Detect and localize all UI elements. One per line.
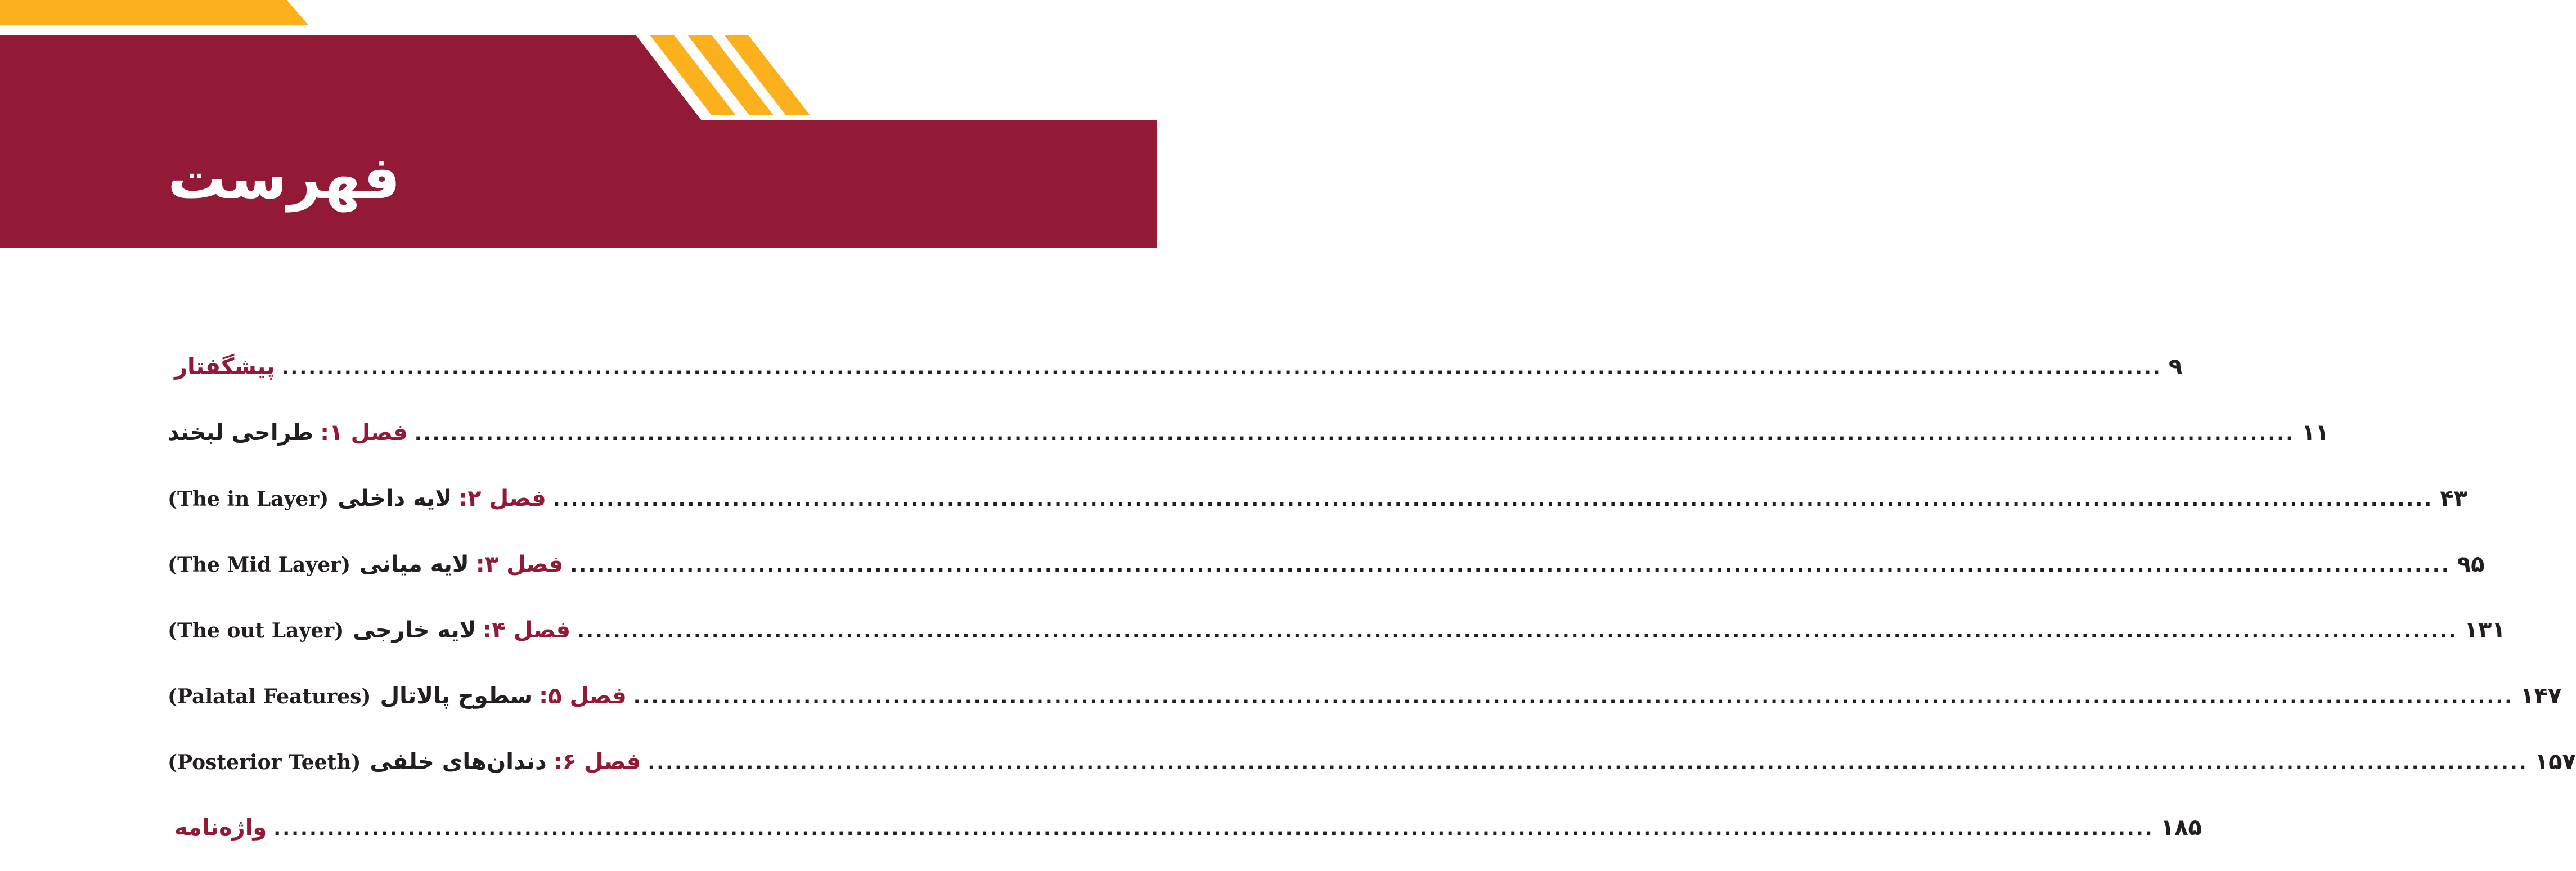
dot-leader: .................................................................................................................................................................................................................. (577, 620, 2458, 643)
toc-entry-title (168, 344, 275, 389)
toc-chapter-label: پیشگفتار (174, 354, 275, 380)
toc-chapter-label: فصل ۴: (483, 617, 571, 643)
toc-chapter-title: دندان‌های خلفی (370, 749, 547, 775)
toc-entry-chapter-2[interactable] (168, 476, 2467, 542)
toc-english-title: (The Mid Layer) (168, 553, 351, 577)
toc-english-title: (Palatal Features) (168, 685, 371, 708)
toc-entry-title (168, 542, 563, 587)
toc-chapter-label: فصل ۵: (539, 683, 627, 709)
page-title: فهرست (168, 143, 401, 212)
toc-chapter-label: واژه‌نامه (174, 815, 267, 841)
toc-page-number: ۹ (2168, 354, 2183, 380)
toc-english-title: (Posterior Teeth) (168, 751, 361, 774)
toc-english-title: (The out Layer) (168, 619, 344, 643)
toc-chapter-label: فصل ۲: (458, 486, 546, 511)
toc-page-number: ۴۳ (2440, 486, 2467, 511)
dot-leader: .................................................................................................................................................................................................................. (552, 488, 2434, 511)
toc-page-number: ۹۵ (2457, 551, 2485, 577)
toc-page-number: ۱۵۷ (2534, 749, 2576, 775)
toc-entry-chapter-4[interactable] (168, 608, 2506, 674)
toc-page-number: ۱۴۷ (2520, 683, 2562, 709)
toc-entry-chapter-6[interactable] (168, 739, 2576, 805)
toc-page-number: ۱۸۵ (2160, 815, 2202, 841)
toc-entry-glossary[interactable] (168, 805, 2202, 871)
dot-leader: .................................................................................................................................................................................................................. (648, 752, 2528, 774)
toc-entry-chapter-1[interactable] (168, 410, 2329, 476)
toc-chapter-label: فصل ۱: (320, 420, 408, 446)
toc-page-number: ۱۳۱ (2464, 617, 2506, 643)
dot-leader: .................................................................................................................................................................................................................. (281, 357, 2162, 379)
toc-chapter-title: سطوح پالاتال (380, 683, 533, 709)
toc-entry-chapter-3[interactable] (168, 542, 2485, 608)
dot-leader: .................................................................................................................................................................................................................. (570, 554, 2451, 577)
dot-leader: .................................................................................................................................................................................................................. (414, 423, 2295, 445)
toc-entry-title (168, 805, 267, 850)
toc-chapter-title: لایه میانی (359, 551, 469, 577)
toc-entry-chapter-5[interactable] (168, 674, 2562, 739)
dot-leader: .................................................................................................................................................................................................................. (273, 818, 2154, 840)
toc-entry-preface[interactable] (168, 344, 2183, 410)
toc-chapter-label: فصل ۶: (553, 749, 641, 775)
top-gold-stripe (0, 0, 308, 25)
toc-entry-title (168, 410, 408, 455)
toc-page-number: ۱۱ (2301, 420, 2329, 446)
toc-chapter-title: طراحی لبخند (168, 420, 314, 446)
toc-chapter-title: لایه خارجی (353, 617, 476, 643)
toc-english-title: (The in Layer) (168, 487, 329, 511)
toc-entry-title (168, 739, 641, 785)
toc-entry-title (168, 476, 546, 522)
toc-entry-title (168, 608, 570, 653)
table-of-contents (168, 344, 2576, 871)
toc-entry-title (168, 674, 627, 719)
toc-chapter-label: فصل ۳: (475, 551, 564, 577)
dot-leader: .................................................................................................................................................................................................................. (633, 686, 2514, 708)
toc-chapter-title: لایه داخلی (338, 486, 452, 511)
